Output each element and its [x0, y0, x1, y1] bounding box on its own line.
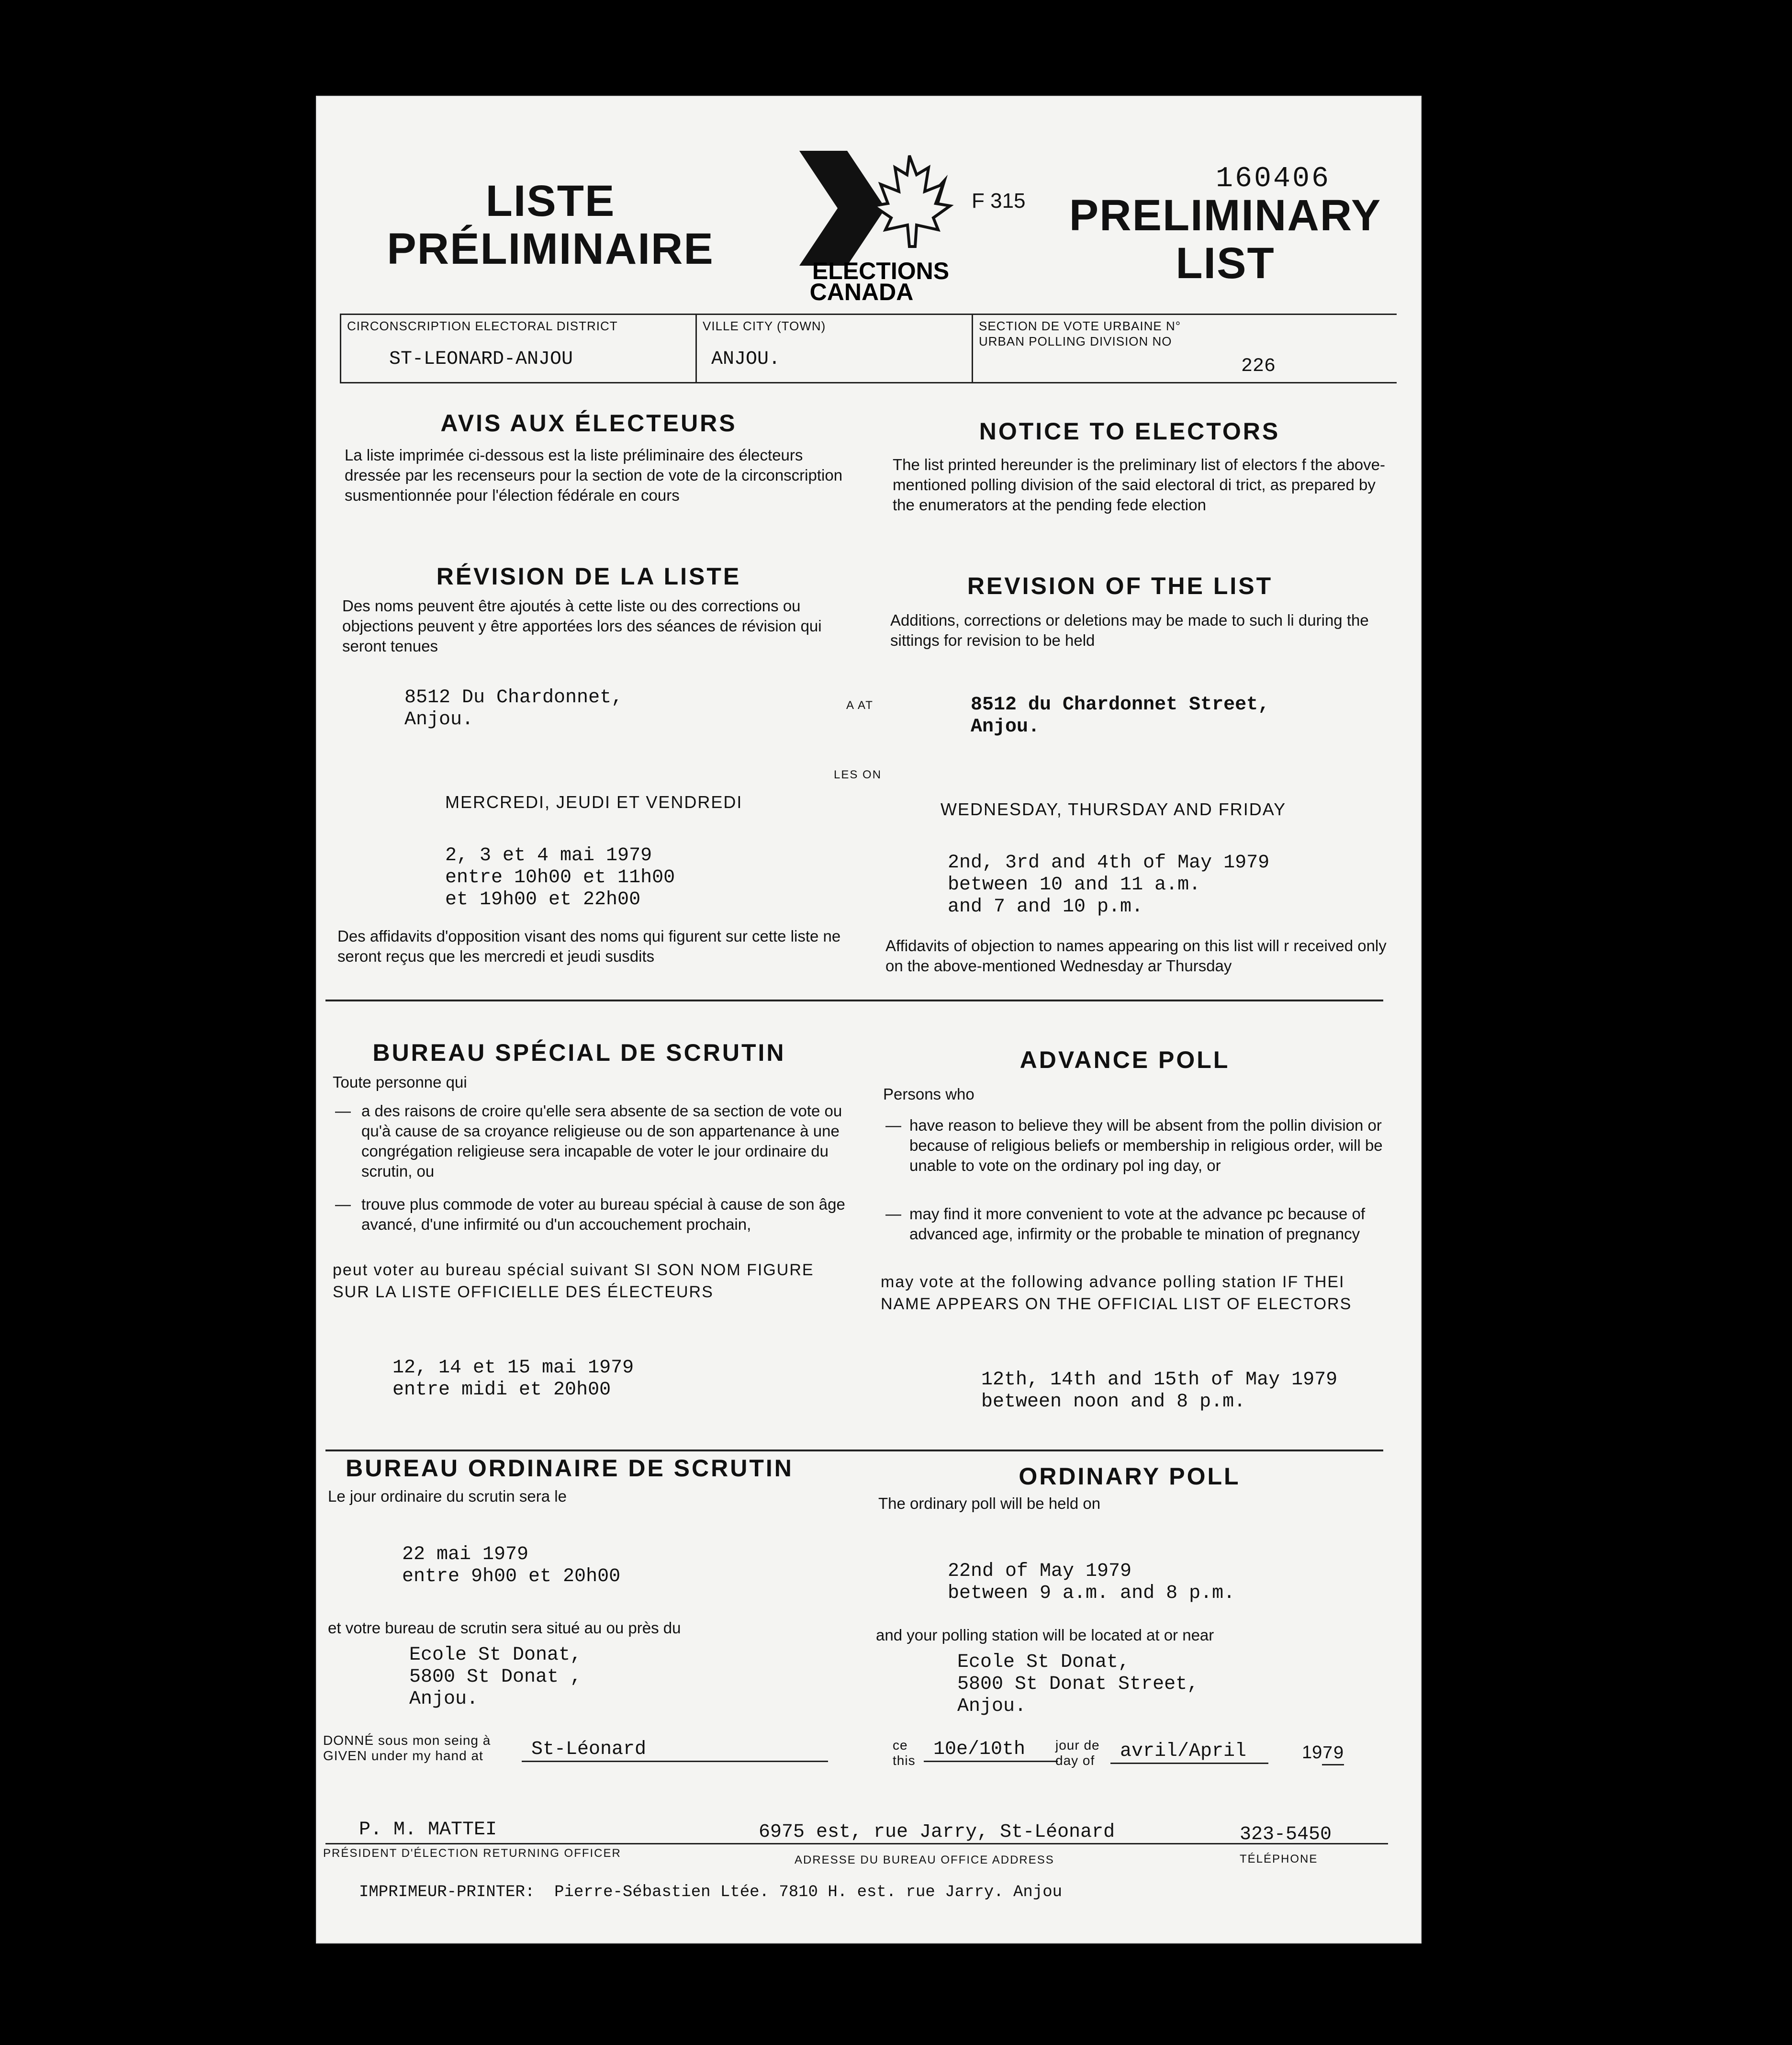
title-english-line-1: PRELIMINARY	[1069, 191, 1382, 240]
city-value: ANJOU.	[711, 348, 781, 370]
form-number: F 315	[972, 189, 1026, 213]
city-cell	[697, 315, 973, 382]
revision-days-en: WEDNESDAY, THURSDAY AND FRIDAY	[941, 799, 1287, 819]
logo-text-canada: CANADA	[809, 279, 914, 304]
district-info-box	[340, 314, 1397, 383]
printer-line: IMPRIMEUR-PRINTER: Pierre-Sébastien Ltée. 7810 H. est. rue Jarry. Anjou	[359, 1883, 1063, 1901]
advance-item-2-fr-text: trouve plus commode de voter au bureau spécial à cause de son âge avancé, d'une infirmité ou d'un accouchement prochain,	[361, 1195, 845, 1233]
advance-item-2-en-text: may find it more convenient to vote at the advance pc because of advanced age, infirmity or the probable te mination of pregnancy	[909, 1205, 1366, 1243]
ordinary-location-fr: Ecole St Donat, 5800 St Donat , Anjou.	[409, 1644, 582, 1710]
telephone-label: TÉLÉPHONE	[1240, 1853, 1318, 1865]
given-year-suffix: 79	[1322, 1743, 1344, 1765]
title-french-line-1: LISTE	[485, 177, 616, 225]
division-value: 226	[1241, 356, 1276, 377]
revision-address-en: 8512 du Chardonnet Street, Anjou.	[971, 694, 1270, 738]
logo-text-elections: ELECTIONS	[812, 258, 950, 284]
advance-title-fr: BUREAU SPÉCIAL DE SCRUTIN	[372, 1039, 786, 1066]
ordinary-intro-en: The ordinary poll will be held on	[878, 1494, 1101, 1512]
revision-text-en: Additions, corrections or deletions may be made to such li during the sittings for revision to be held	[890, 611, 1369, 649]
advance-dates-en: 12th, 14th and 15th of May 1979 between noon and 8 p.m.	[981, 1369, 1338, 1413]
ordinary-dates-fr: 22 mai 1979 entre 9h00 et 20h00	[402, 1544, 621, 1587]
ordinary-location-intro-en: and your polling station will be located at or near	[876, 1626, 1214, 1644]
advance-outro-fr: peut voter au bureau spécial suivant SI SON NOM FIGURE SUR LA LISTE OFFICIELLE DES ÉLECTEURS	[333, 1261, 814, 1301]
ordinary-title-en: ORDINARY POLL	[1019, 1463, 1241, 1490]
division-label-2: URBAN POLLING DIVISION NO	[979, 334, 1172, 348]
title-french	[369, 177, 732, 273]
notice-title-en: NOTICE TO ELECTORS	[979, 418, 1280, 445]
title-french-line-2: PRÉLIMINAIRE	[387, 225, 714, 273]
office-address: 6975 est, rue Jarry, St-Léonard	[759, 1821, 1115, 1843]
advance-item-1-en-text: have reason to believe they will be absent from the pollin division or because of religious beliefs or membership in religious order, will be unable to vote on the ordinary pol ing day, or	[909, 1116, 1383, 1174]
notice-text-fr: La liste imprimée ci-dessous est la liste préliminaire des électeurs dressée par les recenseurs pour la section de vote de la circonscription susmentionnée pour l'élection fédérale en cours	[345, 446, 843, 504]
revision-address-fr: 8512 Du Chardonnet, Anjou.	[404, 687, 623, 730]
this-label-fr: ce	[893, 1738, 908, 1753]
division-cell	[973, 315, 1395, 382]
ordinary-intro-fr: Le jour ordinaire du scrutin sera le	[328, 1487, 567, 1505]
advance-dates-fr: 12, 14 et 15 mai 1979 entre midi et 20h00	[392, 1357, 634, 1401]
section-divider-1	[325, 1000, 1383, 1001]
given-place: St-Léonard	[522, 1739, 828, 1762]
revision-title-en: REVISION OF THE LIST	[967, 573, 1273, 599]
given-day: 10e/10th	[924, 1739, 1058, 1762]
advance-item-1-fr: — a des raisons de croire qu'elle sera absente de sa section de vote ou qu'à cause de sa croyance religieuse ou de son appartenance à une congrégation religieuse sera incapable de voter le jour ordinaire du scrutin, ou	[335, 1101, 847, 1181]
city-label: VILLE CITY (TOWN)	[703, 319, 826, 333]
maple-x-icon	[790, 146, 972, 304]
serial-number: 160406	[1216, 163, 1331, 195]
telephone-number: 323-5450	[1240, 1824, 1332, 1845]
this-label	[893, 1738, 916, 1768]
given-label-en: GIVEN under my hand at	[323, 1748, 483, 1763]
district-cell	[341, 315, 697, 382]
revision-title-fr: RÉVISION DE LA LISTE	[436, 563, 741, 590]
given-year	[1302, 1742, 1344, 1764]
day-of-label	[1055, 1738, 1100, 1768]
officer-name: P. M. MATTEI	[359, 1819, 497, 1841]
affidavit-text-fr: Des affidavits d'opposition visant des noms qui figurent sur cette liste ne seront reçus que les mercredi et jeudi susdits	[337, 927, 841, 965]
office-address-label: ADRESSE DU BUREAU OFFICE ADDRESS	[795, 1854, 1054, 1866]
advance-title-en: ADVANCE POLL	[1019, 1046, 1230, 1073]
section-divider-2	[325, 1449, 1383, 1451]
ordinary-title-fr: BUREAU ORDINAIRE DE SCRUTIN	[346, 1455, 794, 1482]
notice-text-en: The list printed hereunder is the preliminary list of electors f the above-mentioned polling division of the said electoral di trict, as prepared by the enumerators at the pending fede election	[893, 456, 1385, 514]
affidavit-text-en: Affidavits of objection to names appearing on this list will r received only on the above-mentioned Wednesday ar Thursday	[885, 937, 1387, 975]
revision-dates-en: 2nd, 3rd and 4th of May 1979 between 10 and 11 a.m. and 7 and 10 p.m.	[948, 852, 1270, 918]
advance-item-1-en: — have reason to believe they will be absent from the pollin division or because of religious beliefs or membership in religious order, will be unable to vote on the ordinary pol ing day, or	[885, 1115, 1400, 1176]
revision-on-label: LES ON	[834, 768, 882, 781]
revision-dates-fr: 2, 3 et 4 mai 1979 entre 10h00 et 11h00 et 19h00 et 22h00	[445, 845, 675, 910]
given-month: avril/April	[1110, 1741, 1268, 1764]
given-label-fr: DONNÉ sous mon seing à	[323, 1733, 491, 1748]
given-label	[323, 1733, 491, 1764]
ordinary-dates-en: 22nd of May 1979 between 9 a.m. and 8 p.m.	[948, 1561, 1235, 1604]
advance-intro-en: Persons who	[883, 1085, 974, 1103]
day-of-label-en: day of	[1055, 1753, 1095, 1768]
notice-title-fr: AVIS AUX ÉLECTEURS	[440, 410, 737, 437]
ordinary-location-en: Ecole St Donat, 5800 St Donat Street, Anjou.	[957, 1652, 1199, 1717]
this-label-en: this	[893, 1753, 916, 1768]
notice-sheet	[316, 96, 1422, 1944]
revision-at-label: A AT	[846, 699, 874, 712]
officer-label: PRÉSIDENT D'ÉLECTION RETURNING OFFICER	[323, 1847, 621, 1860]
given-year-prefix: 19	[1302, 1742, 1322, 1763]
revision-text-fr: Des noms peuvent être ajoutés à cette liste ou des corrections ou objections peuvent y être apportées lors des séances de révision qui seront tenues	[342, 597, 822, 655]
division-label-1: SECTION DE VOTE URBAINE N°	[979, 319, 1181, 333]
title-english-line-2: LIST	[1176, 239, 1275, 288]
advance-intro-fr: Toute personne qui	[333, 1073, 467, 1091]
title-english	[1043, 191, 1407, 287]
ordinary-location-intro-fr: et votre bureau de scrutin sera situé au ou près du	[328, 1619, 681, 1637]
elections-canada-logo	[790, 146, 972, 304]
advance-item-2-en: — may find it more convenient to vote at the advance pc because of advanced age, infirmity or the probable te mination of pregnancy	[885, 1204, 1400, 1244]
district-label: CIRCONSCRIPTION ELECTORAL DISTRICT	[347, 319, 618, 333]
day-of-label-fr: jour de	[1055, 1738, 1100, 1753]
advance-item-1-fr-text: a des raisons de croire qu'elle sera absente de sa section de vote ou qu'à cause de sa croyance religieuse ou de son appartenance à une congrégation religieuse sera incapable de voter le jour ordinaire du scrutin, ou	[361, 1102, 842, 1180]
district-value: ST-LEONARD-ANJOU	[389, 348, 573, 370]
advance-item-2-fr: — trouve plus commode de voter au bureau spécial à cause de son âge avancé, d'une infirmité ou d'un accouchement prochain,	[335, 1194, 847, 1235]
advance-outro-en: may vote at the following advance polling station IF THEI NAME APPEARS ON THE OFFICIAL LIST OF ELECTORS	[881, 1273, 1352, 1313]
revision-days-fr: MERCREDI, JEUDI ET VENDREDI	[445, 792, 743, 812]
